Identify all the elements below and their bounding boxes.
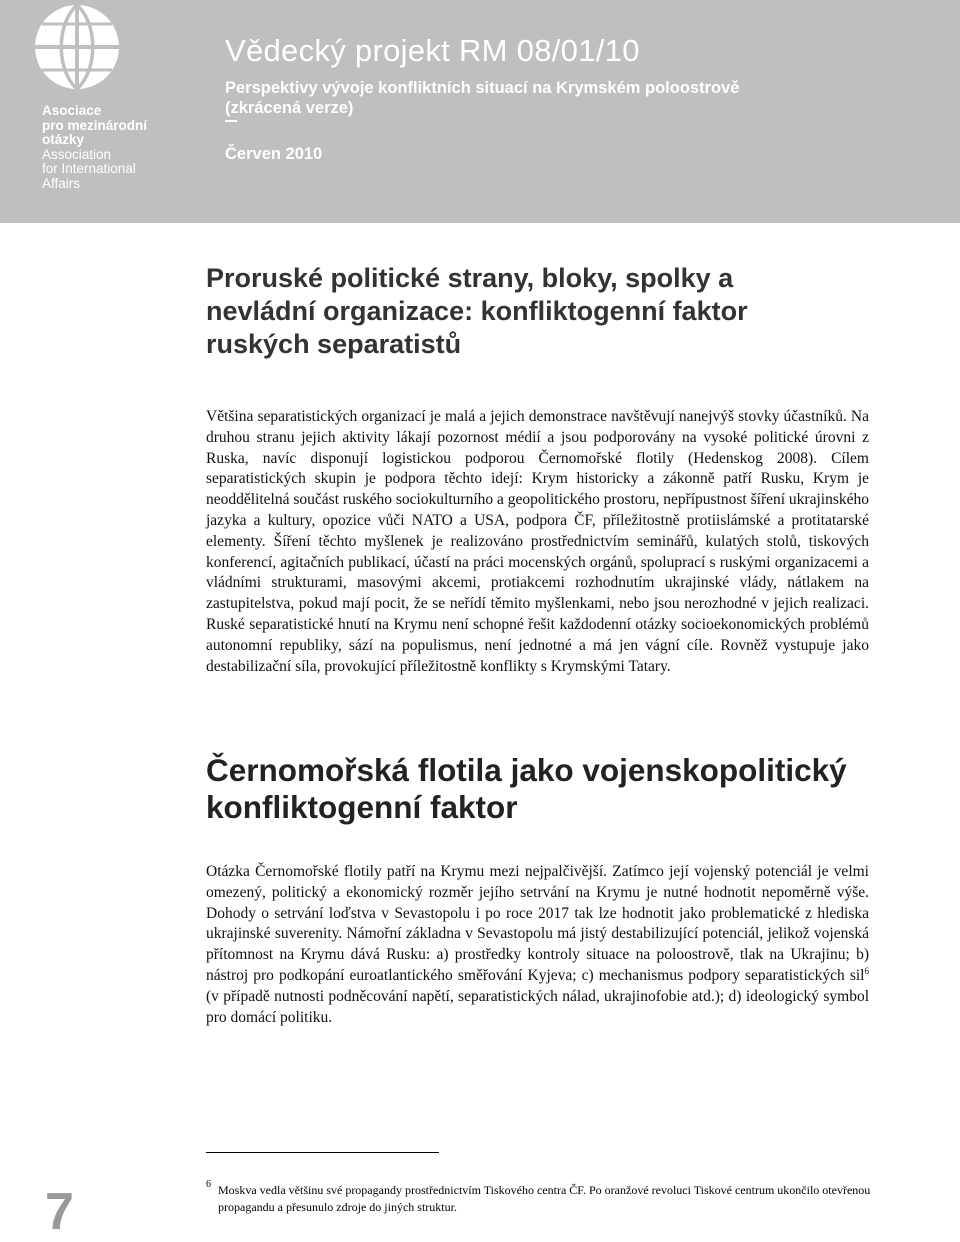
footnote-text: Moskva vedla většinu své propagandy prostřednictvím Tiskového centra ČF. Po oranžové revoluci Tiskové centrum ukončilo otevřenou propagandu a přesunulo zdroje do jiných struktur. [218, 1183, 871, 1214]
heading-line: ruských separatistů [206, 329, 462, 359]
header-banner [0, 0, 960, 223]
heading-line: konfliktogenní faktor [206, 789, 518, 825]
project-subtitle [225, 78, 739, 118]
page-number: 7 [45, 1183, 74, 1241]
body-paragraph [206, 862, 869, 1028]
org-line: Affairs [42, 175, 81, 191]
org-line: Association [42, 146, 112, 162]
paragraph-text: (v případě nutnosti podněcování napětí, separatistických nálad, ukrajinofobie atd.); d) ideologický symbol pro domácí politiku. [206, 987, 869, 1026]
org-line: otázky [42, 132, 85, 148]
footnote [206, 1176, 878, 1216]
org-line: pro mezinárodní [42, 117, 148, 133]
subtitle-line: Perspektivy vývoje konfliktních situací na Krymském poloostrově [225, 79, 740, 97]
heading-line: Černomořská flotila jako vojenskopolitický [206, 752, 847, 788]
project-title: Vědecký projekt RM 08/01/10 [225, 33, 640, 68]
heading-line: nevládní organizace: konfliktogenní faktor [206, 296, 748, 326]
project-date: Červen 2010 [225, 145, 323, 163]
organization-name [42, 104, 147, 192]
org-line: Asociace [42, 103, 102, 118]
paragraph-text: Otázka Černomořské flotily patří na Krymu mezi nejpalčivější. Zatímco její vojenský potenciál je velmi omezený, politický a ekonomický rozměr jejího setrvání na Krymu je nutné hodnotit nepoměrně výše. Dohody o setrvání loďstva v Sevastopolu i po roce 2017 tak lze hodnotit jako problematické z hlediska ukrajinské suverenity. Námořní základna v Sevastopolu má jistý destabilizující potenciál, jelikož vojenská přítomnost na Krymu dává Rusku: a) prostředky kontroly situace na poloostrově, tlak na Ukrajinu; b) nástroj pro podkopání euroatlantického směřování Kyjeva; c) mechanismus podpory separatistických sil [206, 863, 869, 984]
org-line: for International [42, 161, 136, 177]
subtitle-line: (zkrácená verze) [225, 99, 354, 117]
globe-logo-icon [34, 4, 120, 90]
section-heading [206, 752, 926, 826]
footnote-separator [206, 1152, 439, 1153]
heading-line: Proruské politické strany, bloky, spolky a [206, 263, 734, 293]
header-dash [225, 120, 237, 122]
body-paragraph: Většina separatistických organizací je malá a jejich demonstrace navštěvují nanejvýš stovky účastníků. Na druhou stranu jejich aktivity lákají pozornost médií a jsou podporovány na vysoké politické úrovni z Ruska, navíc disponují logistickou podporou Černomořské flotily (Hedenskog 2008). Cílem separatistických skupin je podpora těchto idejí: Krym historicky a zákonně patří Rusku, Krym je neoddělitelná součást ruského sociokulturního a geopolitického prostoru, nepřípustnost šíření ukrajinského jazyka a kultury, opozice vůči NATO a USA, podpora ČF, příležitostně protiislámské a protitatarské elementy. Šíření těchto myšlenek je realizováno prostřednictvím seminářů, kulatých stolů, tiskových konferencí, agitačních publikací, účastí na práci mocenských orgánů, spoluprací s ruskými organizacemi a vládními strukturami, masovými akcemi, protiakcemi rozhodnutím ukrajinské vlády, nátlakem na zastupitelstva, pokud mají pocit, že se neřídí těmito myšlenkami, nebo jsou nerozhodné v jejich realizaci. Ruské separatistické hnutí na Krymu není schopné řešit každodenní otázky socioekonomických problémů autonomní republiky, sází na populismus, není jednotné a má jen vágní cíle. Rovněž vystupuje jako destabilizační síla, provokující příležitostně konflikty s Krymskými Tatary. [206, 408, 869, 675]
section-heading [206, 262, 906, 361]
footnote-reference[interactable]: 6 [864, 965, 869, 976]
footnote-number: 6 [206, 1179, 211, 1190]
